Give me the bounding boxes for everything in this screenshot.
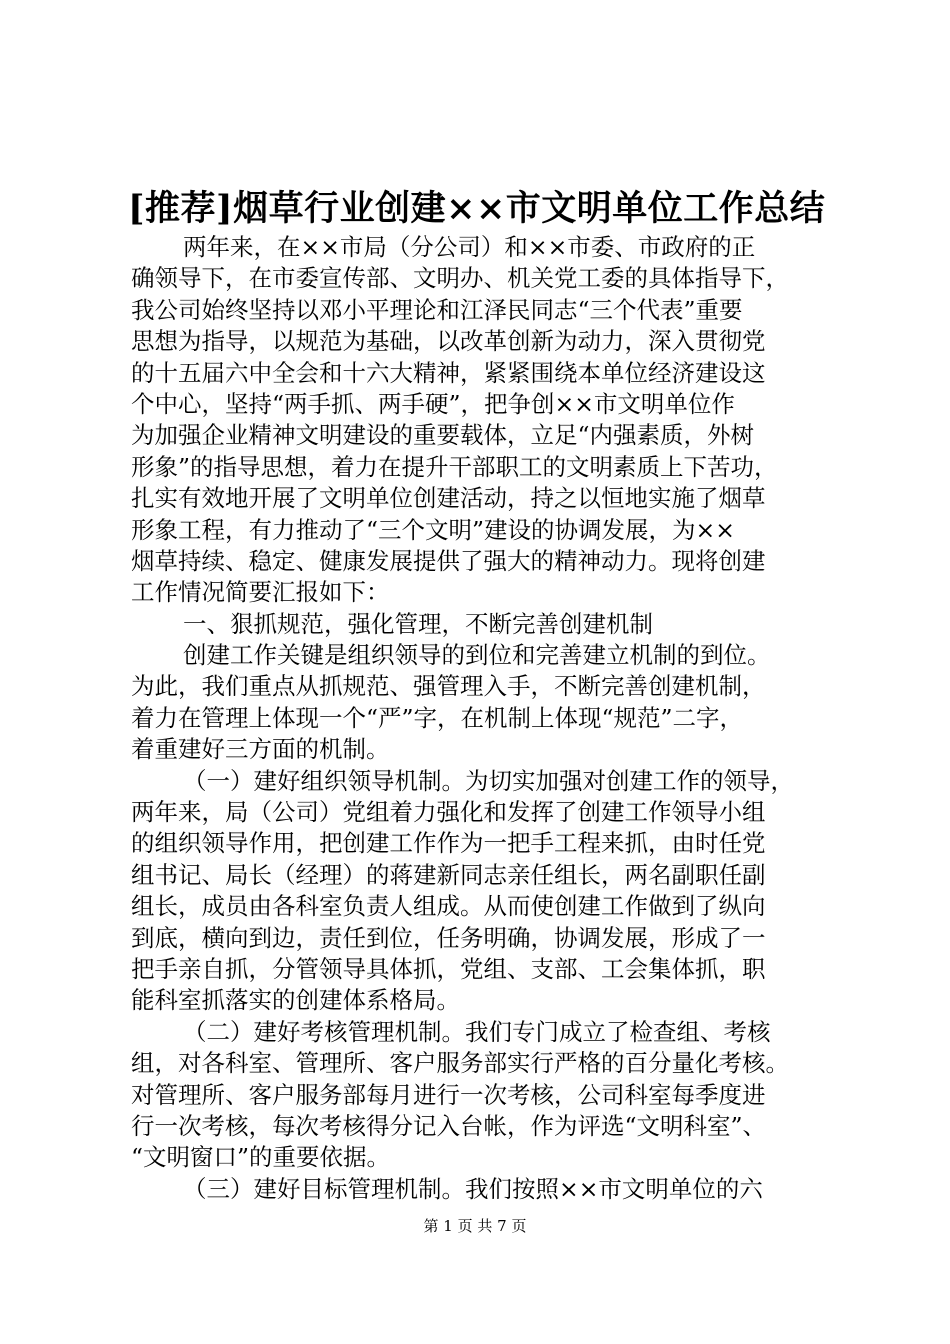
paragraph-line: 两年来，局（公司）党组着力强化和发挥了创建工作领导小组: [131, 798, 766, 827]
paragraph-line: （三）建好目标管理机制。我们按照××市文明单位的六: [183, 1174, 763, 1203]
paragraph-line: 两年来，在××市局（分公司）和××市委、市政府的正: [183, 233, 756, 261]
paragraph-line: 为此，我们重点从抓规范、强管理入手，不断完善创建机制，: [131, 672, 766, 701]
paragraph-line: 思想为指导，以规范为基础，以改革创新为动力，深入贯彻党: [131, 327, 766, 356]
paragraph-line: 行一次考核，每次考核得分记入台帐，作为评选“文明科室”、: [131, 1111, 767, 1140]
paragraph-line: 能科室抓落实的创建体系格局。: [131, 986, 460, 1015]
paragraph-line: 组书记、局长（经理）的蒋建新同志亲任组长，两名副职任副: [131, 860, 766, 889]
document-body: [131, 232, 831, 1205]
paragraph-line: 把手亲自抓，分管领导具体抓，党组、支部、工会集体抓，职: [131, 954, 766, 983]
paragraph-line: 我公司始终坚持以邓小平理论和江泽民同志“三个代表”重要: [131, 295, 743, 324]
paragraph-line: 组长，成员由各科室负责人组成。从而使创建工作做到了纵向: [131, 892, 766, 921]
paragraph-line: （二）建好考核管理机制。我们专门成立了检查组、考核: [183, 1017, 771, 1046]
paragraph-line: “文明窗口”的重要依据。: [131, 1143, 391, 1172]
paragraph-line: 的十五届六中全会和十六大精神，紧紧围绕本单位经济建设这: [131, 358, 766, 387]
page-footer: 第 1 页 共 7 页: [423, 1217, 527, 1235]
paragraph-line: 着重建好三方面的机制。: [131, 735, 390, 764]
paragraph-line: 的组织领导作用，把创建工作作为一把手工程来抓，由时任党: [131, 829, 766, 858]
paragraph-line: 到底，横向到边，责任到位，任务明确，协调发展，形成了一: [131, 923, 766, 952]
paragraph-line: 形象工程，有力推动了“三个文明”建设的协调发展，为××: [131, 515, 735, 544]
paragraph-line: 组，对各科室、管理所、客户服务部实行严格的百分量化考核。: [131, 1049, 789, 1078]
paragraph-line: 为加强企业精神文明建设的重要载体，立足“内强素质，外树: [131, 421, 755, 450]
paragraph-line: 形象”的指导思想，着力在提升干部职工的文明素质上下苦功，: [131, 452, 778, 481]
paragraph-line: （一）建好组织领导机制。为切实加强对创建工作的领导，: [183, 766, 794, 795]
paragraph-line: 创建工作关键是组织领导的到位和完善建立机制的到位。: [183, 641, 771, 670]
document-title: [推荐]烟草行业创建××市文明单位工作总结: [128, 188, 826, 229]
paragraph-line: 烟草持续、稳定、健康发展提供了强大的精神动力。现将创建: [131, 546, 766, 575]
paragraph-line: 对管理所、客户服务部每月进行一次考核，公司科室每季度进: [131, 1080, 766, 1109]
paragraph-line: 工作情况简要汇报如下：: [131, 578, 390, 607]
section-heading: 一、狠抓规范，强化管理，不断完善创建机制: [183, 609, 653, 638]
paragraph-line: 扎实有效地开展了文明单位创建活动，持之以恒地实施了烟草: [131, 484, 766, 513]
paragraph-line: 个中心，坚持“两手抓、两手硬”，把争创××市文明单位作: [131, 389, 735, 418]
paragraph-line: 着力在管理上体现一个“严”字，在机制上体现“规范”二字，: [131, 703, 744, 732]
paragraph-line: 确领导下，在市委宣传部、文明办、机关党工委的具体指导下，: [131, 264, 789, 293]
